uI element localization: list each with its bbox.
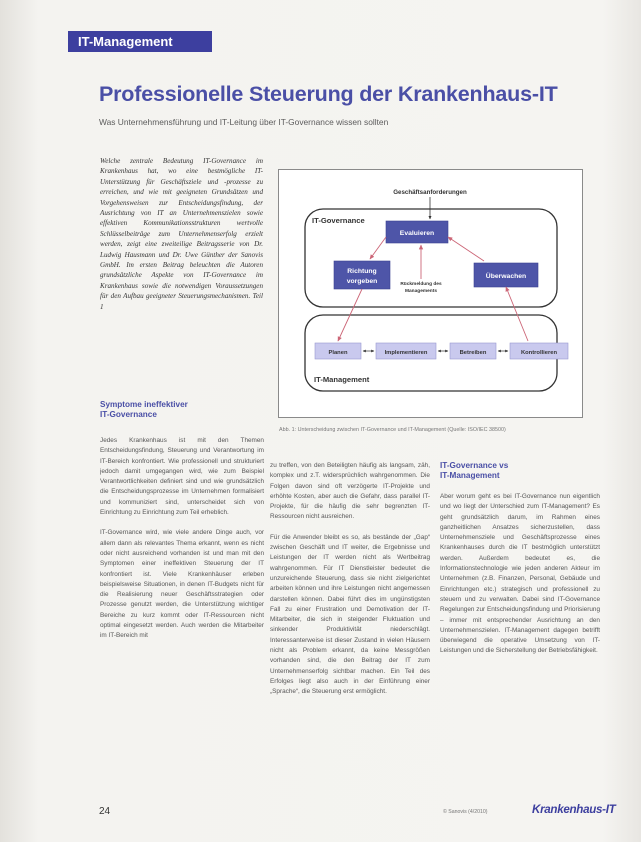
middle-column-body — [270, 461, 430, 798]
governance-diagram — [278, 169, 583, 418]
feedback-label-line1: Rückmeldung des — [400, 282, 442, 287]
direct-label-line1: Richtung — [347, 268, 377, 275]
symptoms-heading — [100, 400, 188, 420]
figure-caption: Abb. 1: Unterscheidung zwischen IT-Governance und IT-Management (Quelle: ISO/IEC 38500) — [279, 427, 506, 433]
footer-credit: © Sanovis (4/2010) — [443, 809, 488, 815]
it-governance-label: IT-Governance — [312, 216, 365, 225]
body-paragraph: IT-Governance wird, wie viele andere Dinge auch, vor allem dann als relevantes Thema erkannt, wenn es nicht oder nicht ausreichend vorhanden ist und man mit den Symptomen einer ineffektiven Steuerung der IT konfrontiert ist. Viele Krankenhäuser erleben beispielsweise Situationen, in denen IT-Budgets nicht für die Realisierung neuer Geschäftsstrategien oder Prozesse genutzt werden, die Unterstützung wichtiger Bereiche zu kurz kommt oder IT-Ressourcen nicht optimal eingesetzt werden. Auch werden die Mitarbeiter im IT-Bereich mit — [100, 529, 264, 640]
feedback-label-line2: Managements — [405, 289, 437, 294]
it-management-label: IT-Management — [314, 375, 370, 384]
magazine-logo: Krankenhaus-IT — [532, 803, 616, 816]
vs-heading — [440, 461, 508, 481]
body-paragraph: zu treffen, von den Beteiligten häufig als langsam, zäh, komplex und z.T. widersprüchlich wahrgenommen. Die Folgen davon sind oft verzögerte IT-Projekte und erhöhte Kosten, aber auch die Gefahr, dass parallel IT-Projekte, für die häufig die sehr begrenzten IT-Ressourcen nicht ausreichen. — [270, 462, 430, 521]
right-column-body — [440, 492, 600, 798]
direct-label-line2: vorgeben — [346, 278, 378, 285]
symptoms-heading-line2: IT-Governance — [100, 410, 157, 419]
monitor-label: Überwachen — [485, 273, 527, 280]
body-paragraph: Aber worum geht es bei IT-Governance nun eigentlich und wo liegt der Unterschied zum IT-Management? Es geht grundsätzlich darum, im Rahmen eines ganzheitlichen Ansatzes sicherzustellen, dass Unternehmensziele und Geschäftsprozesse eines Krankenhauses durch die IT bestmöglich unterstützt werden. Außerdem bedeutet es, die Informationstechnologie wie jeden anderen Akteur im Unternehmen (z.B. Finanzen, Personal, Gebäude und Einrichtungen etc.) strategisch und professionell zu steuern und zu verwalten. Dabei sind IT-Governance Regelungen zur Entscheidungsfindung und Priorisierung – immer mit entsprechender Ausrichtung an den Unternehmenszielen. IT-Management dagegen betrifft überwiegend die operative Umsetzung von IT-Leistungen und die Sicherstellung der Betriebsfähigkeit. — [440, 493, 600, 655]
control-label: Kontrollieren — [520, 350, 558, 356]
section-tab: IT-Management — [68, 31, 212, 52]
lead-paragraph: Welche zentrale Bedeutung IT-Governance im Krankenhaus hat, wo eine bestmögliche IT-Unterstützung für Geschäftsziele und -prozesse zu erreichen, und wie mit geeigneten Grundsätzen und Vorgehensweisen zur Entscheidungsfindung, der Ausrichtung von IT an Unternehmenszielen sowie effektiven Kommunikationsstrukturen wertvolle Schlüsselbeiträge zum Unternehmenserfolg erzielt werden, zeigt eine zweiteilige Beitragsserie von Dr. Ludwig Hausmann und Dr. Uwe Günther der Sanovis GmbH. Im ersten Beitrag beleuchten die Autoren grundsätzliche Aspekte von IT-Governance im Krankenhaus sowie die notwendigen Voraussetzungen für den Aufbau geeigneter Steuerungsmechanismen. Teil 1 — [100, 157, 263, 311]
vs-heading-line2: IT-Management — [440, 471, 500, 480]
page-number: 24 — [99, 806, 111, 817]
article-title: Professionelle Steuerung der Krankenhaus-IT — [99, 82, 558, 106]
business-requirements-label: Geschäftsanforderungen — [393, 189, 467, 196]
body-paragraph: Jedes Krankenhaus ist mit den Themen Entscheidungsfindung, Steuerung und Verantwortung im IT-Bereich konfrontiert. Wie professionell und strukturiert jedoch damit umgegangen wird, wie zum Beispiel Verantwortlichkeiten definiert sind und wie grundsätzlich die Entscheidungsprozesse im Unternehmen formalisiert und kommuniziert sind, unterscheidet sich von Einrichtung zu Einrichtung zum Teil erheblich. — [100, 437, 264, 517]
article-subtitle: Was Unternehmensführung und IT-Leitung über IT-Governance wissen sollten — [99, 117, 389, 127]
plan-label: Planen — [328, 350, 348, 356]
operate-label: Betreiben — [459, 350, 487, 356]
evaluate-label: Evaluieren — [399, 230, 435, 237]
vs-heading-line1: IT-Governance vs — [440, 461, 509, 470]
body-paragraph: Für die Anwender bleibt es so, als bestände der „Gap“ zwischen Geschäft und IT weiter, die Ergebnisse und Leistungen der IT werden nicht als Wertbeitrag wahrgenommen. Für IT Dienstleister bedeutet die unzureichende Steuerung, dass sie nicht zielgerichtet arbeiten können und ihre Leistungen nicht angemessen darstellen können. Dabei führt dies im ungünstigsten Fall zu einer Frustration und Demotivation der IT-Mitarbeiter, die sich in steigender Fluktuation und sinkender Produktivität niederschlägt. Interessanterweise ist dieser Zustand in vielen Häusern nicht als Problem erkannt, da keine Messgrößen vorhanden sind, die den Beitrag der IT zum Unternehmenserfolg sichtbar machen. Ein Teil des Erfolges liegt also auch in der Einführung einer „Sprache“, die Steuerung erst ermöglicht. — [270, 533, 430, 696]
implement-label: Implementieren — [384, 350, 428, 356]
left-column-body — [100, 436, 264, 798]
symptoms-heading-line1: Symptome ineffektiver — [100, 400, 188, 409]
